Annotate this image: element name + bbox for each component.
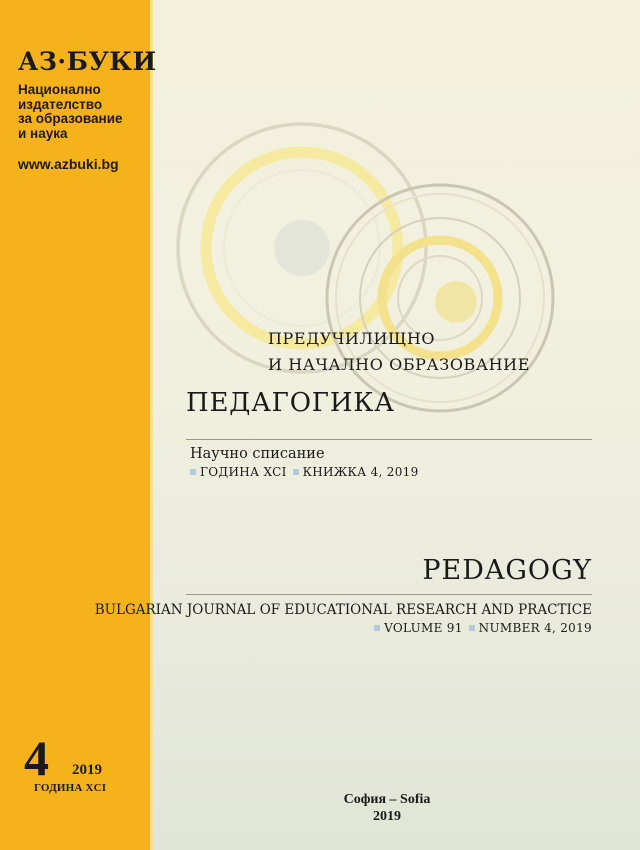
journal-title-en: PEDAGOGY <box>422 555 592 586</box>
azbuki-logo <box>18 44 157 78</box>
publication-year: 2019 <box>373 809 401 824</box>
journal-title-bg: ПЕДАГОГИКА <box>186 388 395 418</box>
journal-subtitle-en: BULGARIAN JOURNAL OF EDUCATIONAL RESEARCH AND PRACTICE <box>94 602 592 618</box>
journal-meta-bg <box>190 465 419 479</box>
issue-number: 4 <box>24 730 49 786</box>
publisher-line: и наука <box>18 125 68 141</box>
meta-volume-en: VOLUME 91 <box>384 621 463 635</box>
publisher-line: за образование <box>18 111 123 126</box>
publisher-name <box>18 83 143 141</box>
divider-rule <box>186 594 592 595</box>
circle-center <box>435 281 477 323</box>
circle-center <box>274 220 330 276</box>
meta-volume-bg: ГОДИНА XCI <box>200 465 287 479</box>
bullet-icon <box>293 469 299 475</box>
publisher-website: www.azbuki.bg <box>18 156 119 172</box>
logo-text: АЗ·БУКИ <box>18 47 157 76</box>
heading-line: И НАЧАЛНО ОБРАЗОВАНИЕ <box>268 355 531 374</box>
issue-volume: ГОДИНА XCI <box>34 782 107 794</box>
meta-issue-en: NUMBER 4, 2019 <box>478 621 592 635</box>
publication-city: София – Sofia <box>343 792 431 807</box>
heading-line: ПРЕДУЧИЛИЩНО <box>268 329 436 348</box>
divider-rule <box>186 439 592 440</box>
journal-heading-bg <box>268 326 530 378</box>
bullet-icon <box>374 625 380 631</box>
journal-meta-en <box>374 621 592 635</box>
issue-year: 2019 <box>72 762 102 778</box>
bullet-icon <box>469 625 475 631</box>
publisher-line: издателство <box>18 96 103 112</box>
publisher-line: Национално <box>18 82 101 97</box>
journal-subtitle-bg: Научно списание <box>190 446 325 462</box>
meta-issue-bg: КНИЖКА 4, 2019 <box>302 465 419 479</box>
bullet-icon <box>190 469 196 475</box>
